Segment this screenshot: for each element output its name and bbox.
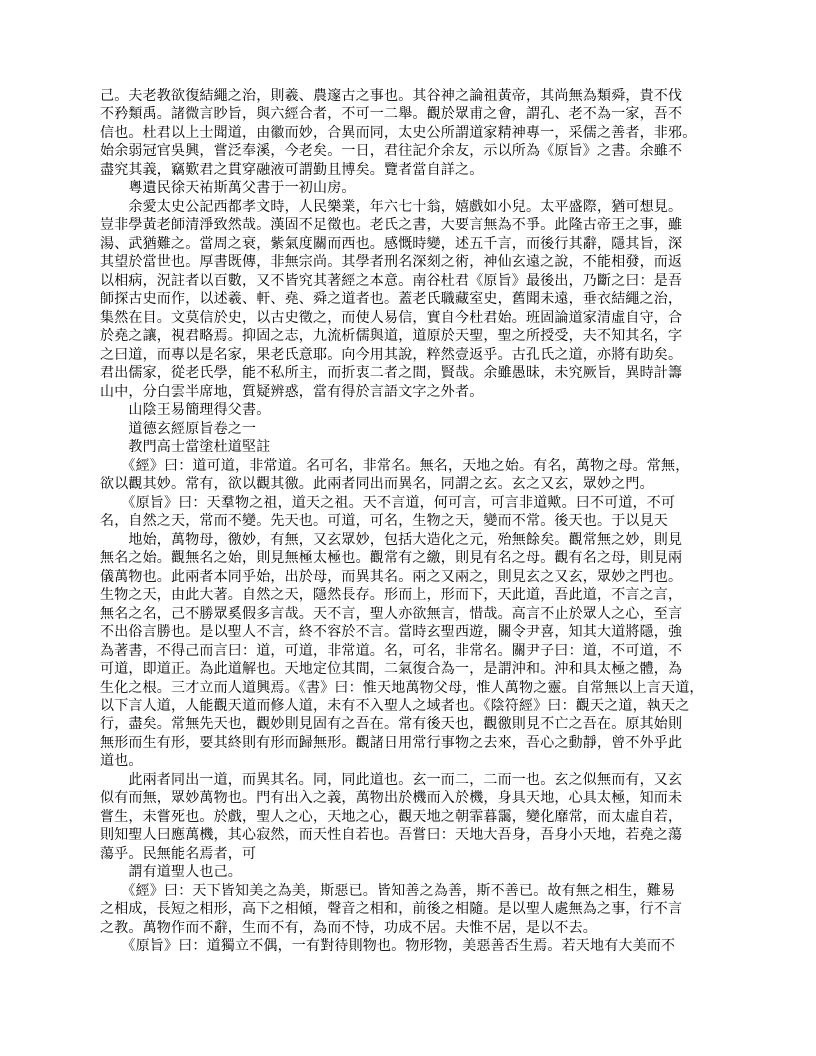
text-line: 山中，分白雲半席地，質疑辨惑，當有得於言語文字之外者。: [100, 384, 484, 400]
text-line: 行，盡矣。常無先天也，觀妙則見固有之吾在。常有後天也，觀徼則見不亡之吾在。原其始則: [100, 717, 683, 733]
text-line: 嘗生，未嘗死也。於戲，聖人之心，天地之心，觀天地之朝霏暮靄，變化靡常，而太虛自若，: [100, 809, 683, 825]
text-line: 其望於當世也。厚書既傳，非無宗尚。其學者刑名深刻之術，神仙玄遠之說，不能相發，而返: [100, 255, 683, 271]
text-line: 生化之根。三才立而人道興焉。《書》曰：惟天地萬物父母，惟人萬物之靈。自常無以上言天道，: [100, 680, 704, 696]
text-line: 《原旨》曰：天羣物之祖，道天之祖。天不言道，何可言，可言非道歟。曰不可道，不可: [100, 495, 676, 511]
text-line: 以相病，況註者以百數，又不皆究其著經之本意。南谷杜君《原旨》最後出，乃斷之曰：是吾: [100, 273, 683, 289]
text-line: 為著書，不得己而言曰：道，可道，非常道。名，可名，非常名。關尹子曰：道，不可道，不: [100, 643, 683, 659]
text-line-signature: 粵遺民徐天祐斯萬父書于一初山房。: [100, 181, 356, 197]
text-line-annotator: 教門高士當塗杜道堅註: [100, 440, 271, 456]
text-line: 地始，萬物母，徼妙，有無，又玄眾妙，包括大造化之元，殆無餘矣。觀常無之妙，則見: [100, 532, 683, 548]
text-line: 以下言人道，人能觀天道而修人道，未有不入聖人之域者也。《陰符經》曰：觀天之道，執天之: [100, 698, 690, 714]
text-line: 此兩者同出一道，而異其名。同，同此道也。玄一而二，二而一也。玄之似無而有，又玄: [100, 772, 683, 788]
text-line: 《經》曰：天下皆知美之為美，斯惡已。皆知善之為善，斯不善已。故有無之相生，難易: [100, 883, 676, 899]
text-line: 道也。: [100, 754, 143, 770]
text-line: 生物之天，由此大著。自然之天，隱然長存。形而上，形而下，天此道，吾此道，不言之言，: [100, 588, 683, 604]
text-line: 儀萬物也。此兩者本同乎始，出於母，而異其名。兩之又兩之，則見玄之又玄，眾妙之門也。: [100, 569, 683, 585]
text-line: 己。夫老教欲復結繩之治，則羲、農邃古之事也。其谷神之論祖黃帝，其尚無為類舜，貴不伐: [100, 89, 683, 104]
text-line: 集然在目。文莫信於史，以古史徵之，而使人易信，實自今杜君始。班固論道家清虛自守，合: [100, 310, 683, 326]
text-line-volume-title: 道德玄經原旨卷之一: [100, 421, 257, 437]
text-block: [100, 88, 740, 957]
text-line: 不出俗言勝也。是以聖人不言，終不容於不言。當時玄聖西遊，關令尹喜，知其大道將隱，強: [100, 625, 683, 641]
text-line: 《經》曰：道可道，非常道。名可名，非常名。無名，天地之始。有名，萬物之母。常無，: [100, 458, 690, 474]
text-line: 《原旨》曰：道獨立不偶，一有對待則物也。物形物，美惡善否生焉。若天地有大美而不: [100, 939, 676, 955]
text-line: 余愛太史公記西都孝文時，人民樂業，年六七十翁，嬉戲如小兒。太平盛際，猶可想見。: [100, 199, 683, 215]
text-line: 之曰道，而專以是名家，果老氏意耶。向今用其說，粹然壹返乎。古孔氏之道，亦將有助矣。: [100, 347, 683, 363]
text-line: 無形而生有形，要其終則有形而歸無形。觀諸日用常行事物之去來，吾心之動靜，曾不外乎此: [100, 735, 683, 751]
text-line: 信也。杜君以上士聞道，由徽而妙，合異而同，太史公所謂道家精神專一，采儒之善者，非邪。: [100, 125, 697, 141]
text-line: 則知聖人曰應萬機，其心寂然，而天性自若也。吾嘗曰：天地大吾身，吾身小天地，若堯之蕩: [100, 828, 683, 844]
text-line: 豈非學黃老師清淨致然哉。漢固不足徵也。老氏之書，大要言無為不爭。此隆古帝王之事，雖: [100, 218, 683, 234]
text-line: 可道，即道正。為此道解也。天地定位其間，二氣復合為一，是謂沖和。沖和具太極之體，為: [100, 662, 683, 678]
text-line: 蕩乎。民無能名焉者，可: [100, 846, 257, 862]
text-line: 無名之名，己不勝眾奚假多言哉。天不言，聖人亦欲無言，惜哉。高言不止於眾人之心，至言: [100, 606, 683, 622]
text-line: 之教。萬物作而不辭，生而不有，為而不恃，功成不居。夫惟不居，是以不去。: [100, 920, 597, 936]
text-line: 師探古史而作，以述羲、軒、堯、舜之道者也。蓋老氏職藏室史，舊聞未遠，垂衣結繩之治，: [100, 292, 683, 308]
text-line: 無名之始。觀無名之始，則見無極太極也。觀常有之繳，則見有名之母。觀有名之母，則見兩: [100, 551, 683, 567]
text-line: 湯、武猶難之。當周之衰，紫氣度關而西也。感慨時變，述五千言，而後行其辭，隱其旨，深: [100, 236, 683, 252]
text-line: 名，自然之天，常而不變。先天也。可道，可名，生物之天，變而不常。後天也。于以見天: [100, 514, 668, 530]
text-line: 不矜類禹。諸微言眇旨，與六經合者，不可一二舉。觀於眾甫之會，謂孔、老不為一家，吾不: [100, 107, 683, 123]
text-line: 盡究其義，竊歎君之貫穿融液可謂勤且博矣。覽者當自詳之。: [100, 162, 484, 178]
text-line-signature: 山陰王易簡理得父書。: [100, 403, 271, 419]
text-line: 始余弱冠官吳興，嘗泛奉溪，今老矣。一日，君往記介余友，示以所為《原旨》之書。余雖不: [100, 144, 683, 160]
text-line: 謂有道聖人也己。: [100, 865, 242, 881]
text-line: 君出儒家，從老氏學，能不私所主，而折衷二者之間，賢哉。余雖愚昧，未究厥旨，異時計籌: [100, 366, 683, 382]
text-line: 於堯之讓，視君略焉。抑固之志，九流析儒與道，道原於天聖，聖之所授受，夫不知其名，字: [100, 329, 683, 345]
text-line: 似有而無，眾妙萬物也。門有出入之義，萬物出於機而入於機，身具天地，心具太極，知而未: [100, 791, 683, 807]
text-line: 之相成，長短之相形，高下之相傾，聲音之相和，前後之相隨。是以聖人處無為之事，行不言: [100, 902, 683, 918]
text-line: 欲以觀其妙。常有，欲以觀其徼。此兩者同出而異名，同謂之玄。玄之又玄，眾妙之門。: [100, 477, 654, 493]
